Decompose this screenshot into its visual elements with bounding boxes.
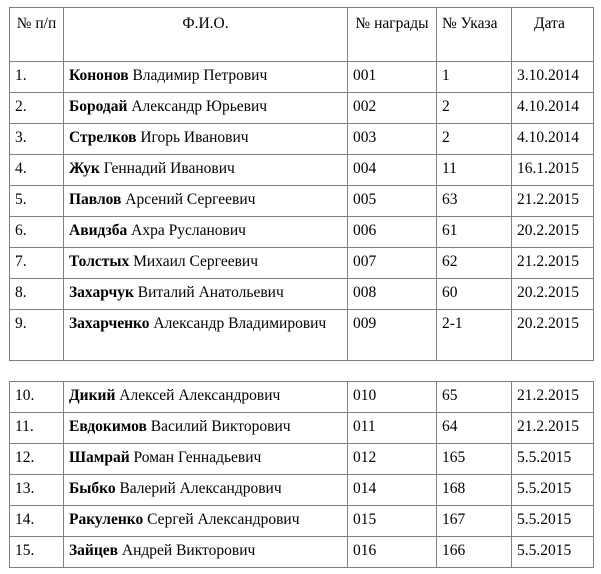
row-decree-number: 165	[437, 444, 512, 475]
row-number: 12.	[10, 444, 64, 475]
row-surname: Бородай	[69, 98, 128, 115]
row-full-name	[64, 93, 348, 124]
row-full-name	[64, 506, 348, 537]
table-row	[10, 413, 594, 444]
table-row	[10, 155, 594, 186]
row-surname: Захарченко	[69, 315, 150, 332]
row-award-number: 001	[348, 62, 437, 93]
row-award-number: 011	[348, 413, 437, 444]
row-date: 21.2.2015	[512, 382, 594, 413]
row-surname: Толстых	[69, 253, 130, 270]
row-date: 5.5.2015	[512, 444, 594, 475]
header-number: № п/п	[10, 8, 64, 62]
row-decree-number: 1	[437, 62, 512, 93]
row-date: 3.10.2014	[512, 62, 594, 93]
row-decree-number: 61	[437, 217, 512, 248]
row-date: 21.2.2015	[512, 413, 594, 444]
row-decree-number: 65	[437, 382, 512, 413]
row-given-names: Валерий Александрович	[119, 480, 282, 497]
table-row	[10, 217, 594, 248]
row-given-names: Арсений Сергеевич	[125, 191, 256, 208]
row-given-names: Владимир Петрович	[132, 67, 268, 84]
header-award-number: № награды	[348, 8, 437, 62]
row-given-names: Геннадий Иванович	[103, 160, 235, 177]
row-decree-number: 11	[437, 155, 512, 186]
row-decree-number: 60	[437, 279, 512, 310]
row-number: 7.	[10, 248, 64, 279]
row-number: 4.	[10, 155, 64, 186]
row-given-names: Михаил Сергеевич	[133, 253, 258, 270]
row-surname: Евдокимов	[69, 418, 147, 435]
row-full-name	[64, 279, 348, 310]
table-row	[10, 248, 594, 279]
row-full-name	[64, 186, 348, 217]
row-surname: Павлов	[69, 191, 122, 208]
row-award-number: 012	[348, 444, 437, 475]
table-row	[10, 506, 594, 537]
row-number: 11.	[10, 413, 64, 444]
row-number: 2.	[10, 93, 64, 124]
row-award-number: 007	[348, 248, 437, 279]
row-surname: Жук	[69, 160, 100, 177]
row-date: 20.2.2015	[512, 279, 594, 310]
row-surname: Кононов	[69, 67, 129, 84]
row-full-name	[64, 217, 348, 248]
row-surname: Стрелков	[69, 129, 137, 146]
row-date: 4.10.2014	[512, 93, 594, 124]
awards-table-part-2	[9, 381, 594, 568]
row-award-number: 005	[348, 186, 437, 217]
table-row	[10, 279, 594, 310]
row-given-names: Роман Геннадьевич	[133, 449, 262, 466]
row-decree-number: 2	[437, 93, 512, 124]
row-given-names: Игорь Иванович	[140, 129, 249, 146]
row-decree-number: 63	[437, 186, 512, 217]
row-number: 13.	[10, 475, 64, 506]
row-given-names: Виталий Анатольевич	[137, 284, 284, 301]
table-row	[10, 475, 594, 506]
row-full-name	[64, 124, 348, 155]
row-award-number: 014	[348, 475, 437, 506]
header-decree-number: № Указа	[437, 8, 512, 62]
table-row	[10, 124, 594, 155]
row-number: 1.	[10, 62, 64, 93]
row-given-names: Сергей Александрович	[147, 511, 300, 528]
row-decree-number: 62	[437, 248, 512, 279]
row-full-name	[64, 537, 348, 568]
row-full-name	[64, 444, 348, 475]
row-award-number: 006	[348, 217, 437, 248]
table-row	[10, 310, 594, 361]
row-number: 6.	[10, 217, 64, 248]
row-full-name	[64, 62, 348, 93]
row-date: 5.5.2015	[512, 537, 594, 568]
row-full-name	[64, 310, 348, 361]
row-given-names: Алексей Александрович	[119, 387, 281, 404]
row-decree-number: 167	[437, 506, 512, 537]
row-award-number: 003	[348, 124, 437, 155]
row-date: 5.5.2015	[512, 475, 594, 506]
row-surname: Захарчук	[69, 284, 134, 301]
row-date: 21.2.2015	[512, 248, 594, 279]
row-decree-number: 2-1	[437, 310, 512, 361]
row-date: 20.2.2015	[512, 217, 594, 248]
row-award-number: 009	[348, 310, 437, 361]
row-award-number: 016	[348, 537, 437, 568]
table-row	[10, 537, 594, 568]
row-number: 14.	[10, 506, 64, 537]
row-number: 3.	[10, 124, 64, 155]
row-decree-number: 166	[437, 537, 512, 568]
row-surname: Авидзба	[69, 222, 128, 239]
awards-table-part-1	[9, 7, 594, 361]
row-date: 21.2.2015	[512, 186, 594, 217]
row-given-names: Александр Владимирович	[153, 315, 327, 332]
row-full-name	[64, 382, 348, 413]
row-number: 9.	[10, 310, 64, 361]
row-surname: Быбко	[69, 480, 116, 497]
row-decree-number: 2	[437, 124, 512, 155]
header-date: Дата	[512, 8, 594, 62]
row-decree-number: 64	[437, 413, 512, 444]
row-given-names: Василий Викторович	[150, 418, 291, 435]
row-given-names: Александр Юрьевич	[131, 98, 268, 115]
row-given-names: Ахра Русланович	[131, 222, 246, 239]
table-row	[10, 382, 594, 413]
table-row	[10, 62, 594, 93]
row-date: 5.5.2015	[512, 506, 594, 537]
row-number: 10.	[10, 382, 64, 413]
row-full-name	[64, 248, 348, 279]
row-full-name	[64, 155, 348, 186]
row-full-name	[64, 413, 348, 444]
row-surname: Ракуленко	[69, 511, 144, 528]
row-number: 15.	[10, 537, 64, 568]
row-award-number: 004	[348, 155, 437, 186]
row-date: 16.1.2015	[512, 155, 594, 186]
row-award-number: 008	[348, 279, 437, 310]
row-surname: Шамрай	[69, 449, 130, 466]
row-number: 8.	[10, 279, 64, 310]
row-date: 4.10.2014	[512, 124, 594, 155]
row-decree-number: 168	[437, 475, 512, 506]
row-date: 20.2.2015	[512, 310, 594, 361]
table-row	[10, 444, 594, 475]
header-full-name: Ф.И.О.	[64, 8, 348, 62]
table-header-row	[10, 8, 594, 62]
row-given-names: Андрей Викторович	[121, 542, 256, 559]
row-surname: Дикий	[69, 387, 116, 404]
row-award-number: 010	[348, 382, 437, 413]
table-row	[10, 93, 594, 124]
row-number: 5.	[10, 186, 64, 217]
table-row	[10, 186, 594, 217]
row-award-number: 002	[348, 93, 437, 124]
row-surname: Зайцев	[69, 542, 119, 559]
row-award-number: 015	[348, 506, 437, 537]
row-full-name	[64, 475, 348, 506]
